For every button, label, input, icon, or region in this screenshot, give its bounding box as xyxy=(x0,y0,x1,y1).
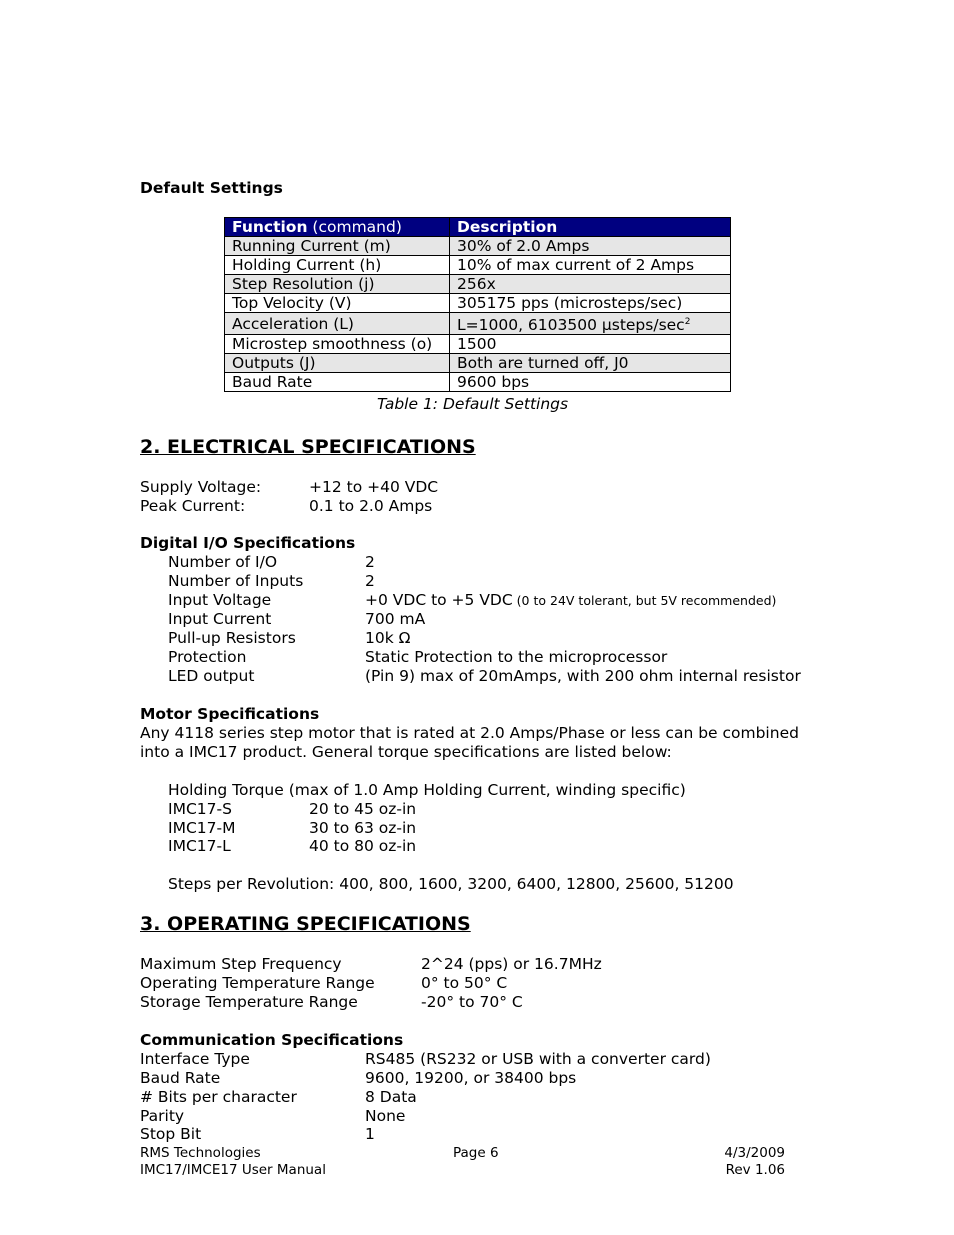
description-cell: 30% of 2.0 Amps xyxy=(450,237,731,256)
comm-label: # Bits per character xyxy=(140,1088,297,1106)
communication-title: Communication Specifications xyxy=(140,1031,404,1049)
table-row xyxy=(225,294,731,313)
footer-company: RMS Technologies xyxy=(140,1145,261,1161)
io-note: (0 to 24V tolerant, but 5V recommended) xyxy=(512,593,777,608)
operating-label: Maximum Step Frequency xyxy=(140,955,342,973)
comm-value: RS485 (RS232 or USB with a converter card) xyxy=(365,1050,711,1068)
operating-value: 2^24 (pps) or 16.7MHz xyxy=(421,955,602,973)
io-value: 2 xyxy=(365,553,375,571)
comm-value: 1 xyxy=(365,1125,375,1143)
description-column-header: Description xyxy=(450,218,731,237)
description-cell: 256x xyxy=(450,275,731,294)
function-cell: Holding Current (h) xyxy=(225,256,450,275)
comm-label: Parity xyxy=(140,1107,185,1125)
function-cell: Microstep smoothness (o) xyxy=(225,335,450,354)
function-cell: Outputs (J) xyxy=(225,354,450,373)
io-label: Number of I/O xyxy=(168,553,278,571)
comm-value: 9600, 19200, or 38400 bps xyxy=(365,1069,577,1087)
footer-page-number: Page 6 xyxy=(453,1145,499,1161)
digital-io-title: Digital I/O Specifications xyxy=(140,534,356,552)
footer-manual: IMC17/IMCE17 User Manual xyxy=(140,1162,326,1178)
io-value: (Pin 9) max of 20mAmps, with 200 ohm internal resistor xyxy=(365,667,801,685)
table-row xyxy=(225,354,731,373)
operating-label: Operating Temperature Range xyxy=(140,974,375,992)
motor-model: IMC17-M xyxy=(168,819,236,837)
table-row xyxy=(225,313,731,335)
io-value: 2 xyxy=(365,572,375,590)
motor-torque: 20 to 45 oz-in xyxy=(309,800,417,818)
motor-title: Motor Specifications xyxy=(140,705,320,723)
footer-revision: Rev 1.06 xyxy=(725,1162,785,1178)
supply-voltage-label: Supply Voltage: xyxy=(140,478,262,496)
function-cell: Baud Rate xyxy=(225,373,450,392)
table-header-row xyxy=(225,218,731,237)
io-label: Input Voltage xyxy=(168,591,272,609)
io-value: 10k Ω xyxy=(365,629,411,647)
comm-value: None xyxy=(365,1107,406,1125)
holding-torque-title: Holding Torque (max of 1.0 Amp Holding Current, winding specific) xyxy=(168,781,686,799)
motor-torque: 30 to 63 oz-in xyxy=(309,819,417,837)
io-value: +0 VDC to +5 VDC (0 to 24V tolerant, but 5V recommended) xyxy=(365,591,777,609)
motor-paragraph-line: into a IMC17 product. General torque specifications are listed below: xyxy=(140,743,672,761)
comm-value: 8 Data xyxy=(365,1088,417,1106)
function-cell: Top Velocity (V) xyxy=(225,294,450,313)
default-settings-title: Default Settings xyxy=(140,179,283,197)
io-label: Input Current xyxy=(168,610,272,628)
motor-torque: 40 to 80 oz-in xyxy=(309,837,417,855)
peak-current-value: 0.1 to 2.0 Amps xyxy=(309,497,433,515)
steps-per-revolution: Steps per Revolution: 400, 800, 1600, 3200, 6400, 12800, 25600, 51200 xyxy=(168,875,734,893)
table-caption: Table 1: Default Settings xyxy=(377,395,569,413)
motor-model: IMC17-L xyxy=(168,837,231,855)
table-row xyxy=(225,335,731,354)
comm-label: Interface Type xyxy=(140,1050,250,1068)
io-label: Pull-up Resistors xyxy=(168,629,296,647)
motor-model: IMC17-S xyxy=(168,800,232,818)
description-cell: 9600 bps xyxy=(450,373,731,392)
motor-paragraph-line: Any 4118 series step motor that is rated at 2.0 Amps/Phase or less can be combined xyxy=(140,724,799,742)
description-cell: 10% of max current of 2 Amps xyxy=(450,256,731,275)
function-cell: Acceleration (L) xyxy=(225,313,450,335)
operating-value: 0° to 50° C xyxy=(421,974,508,992)
description-cell: L=1000, 6103500 µsteps/$\sec^2$ xyxy=(450,313,731,335)
comm-label: Baud Rate xyxy=(140,1069,221,1087)
table-row xyxy=(225,275,731,294)
table-row xyxy=(225,256,731,275)
description-cell: 305175 pps (microsteps/sec) xyxy=(450,294,731,313)
function-cell: Step Resolution (j) xyxy=(225,275,450,294)
supply-voltage-value: +12 to +40 VDC xyxy=(309,478,439,496)
table-row xyxy=(225,237,731,256)
function-column-header: Function (command) xyxy=(225,218,450,237)
peak-current-label: Peak Current: xyxy=(140,497,246,515)
io-value: 700 mA xyxy=(365,610,426,628)
io-label: Number of Inputs xyxy=(168,572,304,590)
default-settings-table xyxy=(224,217,731,392)
electrical-heading: 2. ELECTRICAL SPECIFICATIONS xyxy=(140,436,476,458)
table-row xyxy=(225,373,731,392)
description-cell: Both are turned off, J0 xyxy=(450,354,731,373)
superscript: 2 xyxy=(684,317,691,327)
operating-heading: 3. OPERATING SPECIFICATIONS xyxy=(140,913,471,935)
description-cell: 1500 xyxy=(450,335,731,354)
io-value: Static Protection to the microprocessor xyxy=(365,648,668,666)
comm-label: Stop Bit xyxy=(140,1125,202,1143)
io-label: Protection xyxy=(168,648,247,666)
footer-date: 4/3/2009 xyxy=(724,1145,785,1161)
function-cell: Running Current (m) xyxy=(225,237,450,256)
operating-label: Storage Temperature Range xyxy=(140,993,358,1011)
io-label: LED output xyxy=(168,667,255,685)
operating-value: -20° to 70° C xyxy=(421,993,523,1011)
